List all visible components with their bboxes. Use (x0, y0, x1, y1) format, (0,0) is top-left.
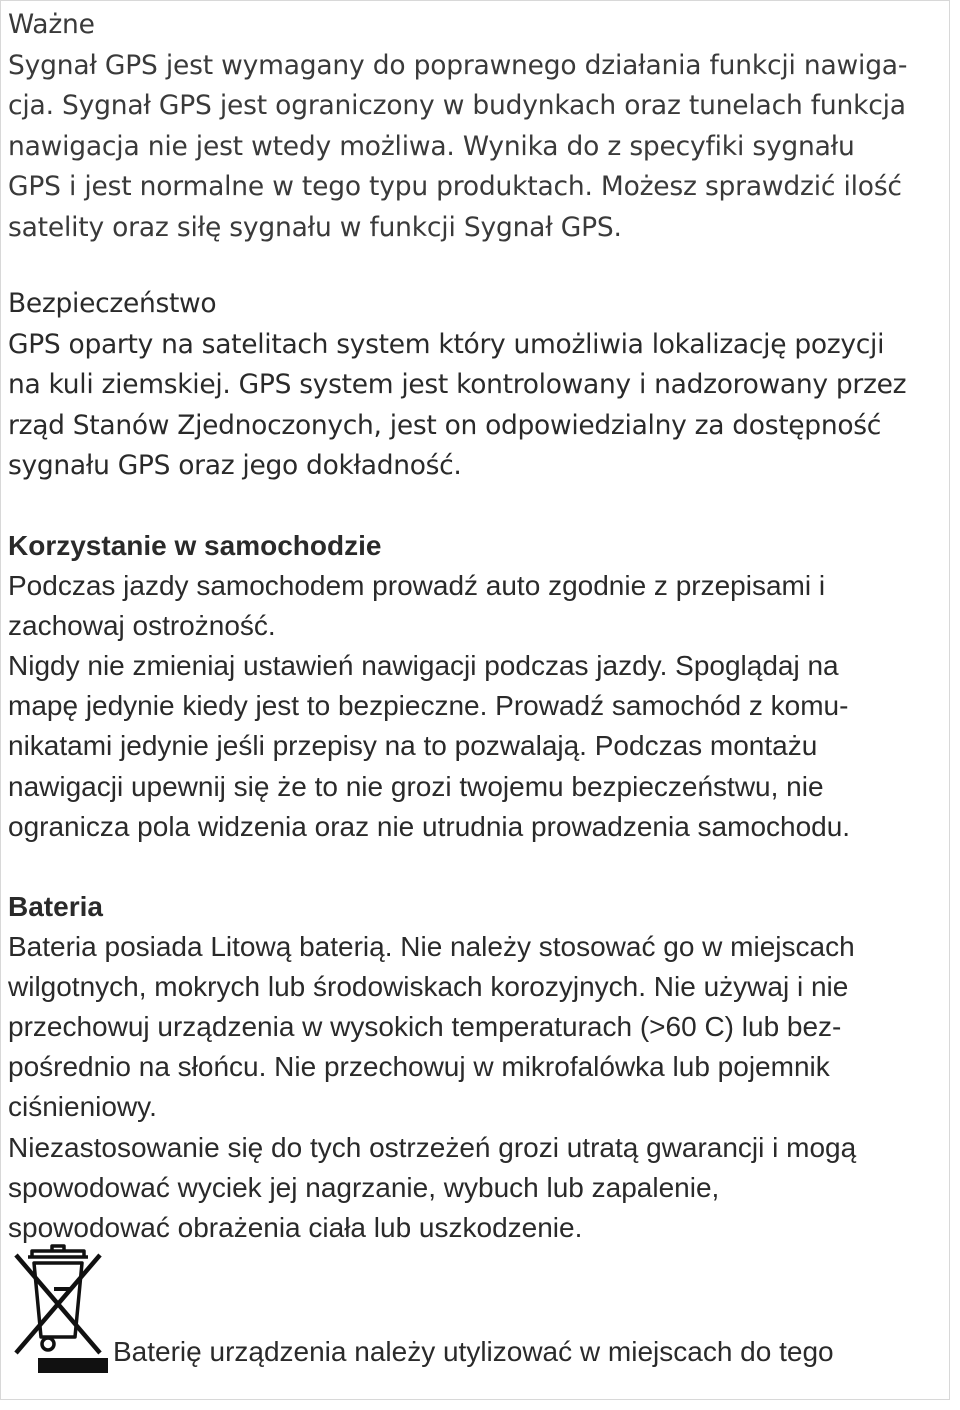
paragraph-line: na kuli ziemskiej. GPS system jest kontrolowany i nadzorowany przez (8, 369, 907, 400)
section-heading: Ważne (8, 9, 95, 40)
disposal-note: Baterię urządzenia należy utylizować w miejscach do tego (113, 1336, 834, 1367)
paragraph-line: ciśnieniowy. (8, 1091, 157, 1123)
paragraph-line: Bateria posiada Litową baterią. Nie należy stosować go w miejscach (8, 931, 855, 963)
paragraph-line: przechowuj urządzenia w wysokich temperaturach (>60 C) lub bez- (8, 1011, 842, 1043)
section-heading: Bateria (8, 891, 103, 922)
paragraph-line: Nigdy nie zmieniaj ustawień nawigacji podczas jazdy. Spoglądaj na (8, 650, 839, 682)
section-wazne (8, 5, 938, 249)
paragraph-line: wilgotnych, mokrych lub środowiskach korozyjnych. Nie używaj i nie (8, 971, 849, 1003)
paragraph-line: spowodować wyciek jej nagrzanie, wybuch lub zapalenie, (8, 1171, 720, 1203)
paragraph-line: nawigacji upewnij się że to nie grozi twojemu bezpieczeństwu, nie (8, 770, 824, 802)
paragraph-line: zachowaj ostrożność. (8, 610, 276, 642)
section-bateria (8, 887, 938, 1248)
paragraph-line: GPS oparty na satelitach system który umożliwia lokalizację pozycji (8, 328, 885, 360)
paragraph-line: Sygnał GPS jest wymagany do poprawnego działania funkcji nawiga- (8, 49, 908, 81)
paragraph-line: Niezastosowanie się do tych ostrzeżeń grozi utratą gwarancji i mogą (8, 1131, 857, 1163)
paragraph-line: nikatami jedynie jeśli przepisy na to pozwalają. Podczas montażu (8, 730, 818, 762)
section-korzystanie-w-samochodzie (8, 526, 938, 847)
paragraph-line: cja. Sygnał GPS jest ograniczony w budynkach oraz tunelach funkcja (8, 90, 906, 122)
paragraph-line: sygnału GPS oraz jego dokładność. (8, 450, 462, 481)
section-heading: Bezpieczeństwo (8, 288, 217, 319)
paragraph-line: mapę jedynie kiedy jest to bezpieczne. Prowadź samochód z komu- (8, 690, 849, 722)
section-heading: Korzystanie w samochodzie (8, 530, 382, 561)
paragraph-line: satelity oraz siłę sygnału w funkcji Sygnał GPS. (8, 211, 622, 243)
paragraph-line: spowodować obrażenia ciała lub uszkodzenie. (8, 1211, 583, 1243)
paragraph-line: nawigacja nie jest wtedy możliwa. Wynika do z specyfiki sygnału (8, 130, 855, 162)
paragraph-line: pośrednio na słońcu. Nie przechowuj w mikrofalówka lub pojemnik (8, 1051, 830, 1083)
section-bezpieczenstwo (8, 284, 938, 487)
crossed-out-wheelie-bin-icon (8, 1241, 108, 1375)
paragraph-line: rząd Stanów Zjednoczonych, jest on odpowiedzialny za dostępność (8, 409, 882, 441)
paragraph-line: Podczas jazdy samochodem prowadź auto zgodnie z przepisami i (8, 570, 826, 602)
paragraph-line: ogranicza pola widzenia oraz nie utrudnia prowadzenia samochodu. (8, 810, 851, 842)
paragraph-line: GPS i jest normalne w tego typu produktach. Możesz sprawdzić ilość (8, 171, 902, 203)
